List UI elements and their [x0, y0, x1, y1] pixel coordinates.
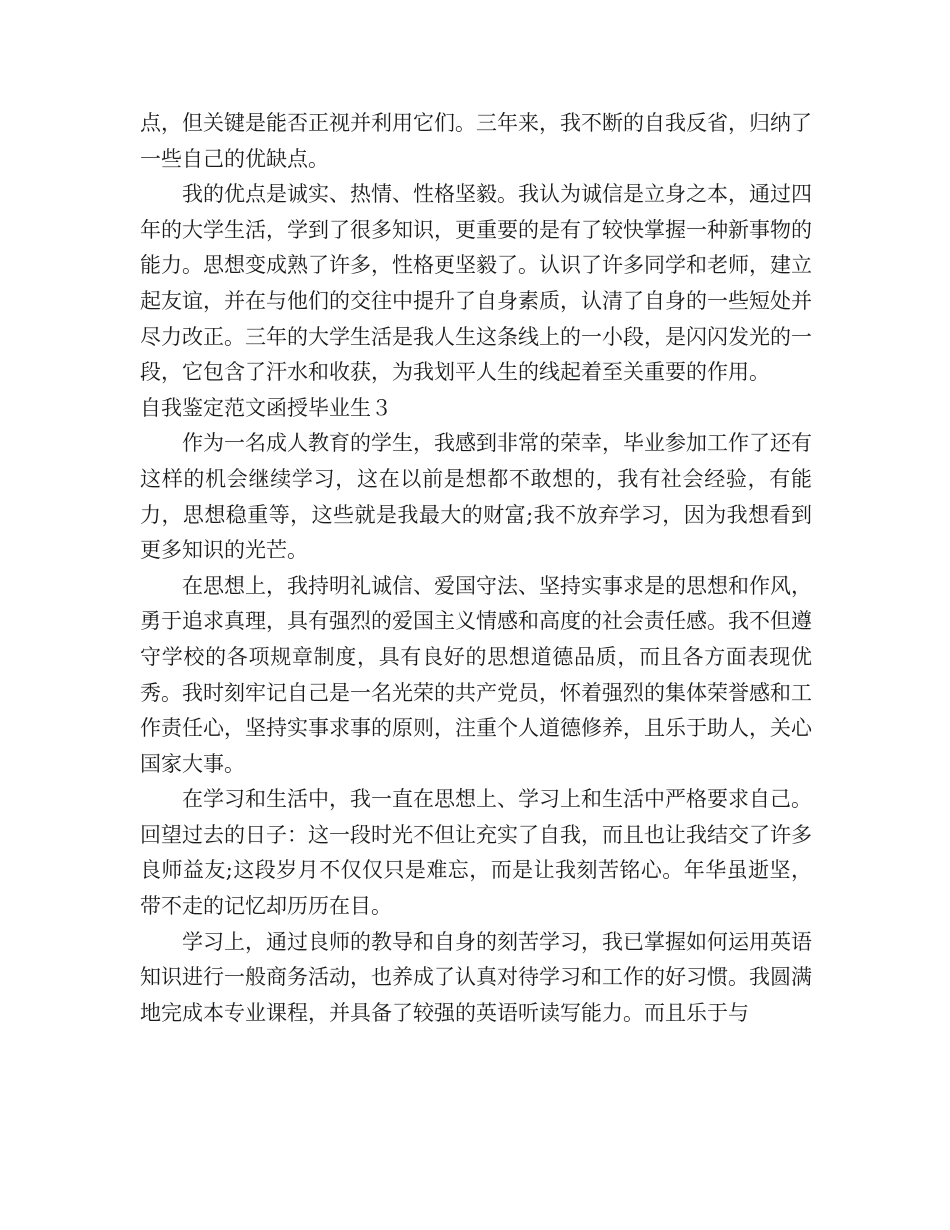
paragraph-3: 作为一名成人教育的学生，我感到非常的荣幸，毕业参加工作了还有这样的机会继续学习，这在以前是想都不敢想的，我有社会经验，有能力，思想稳重等，这些就是我最大的财富;我不放弃学习，因为我想看到更多知识的光芒。 — [140, 431, 812, 563]
paragraph-5: 在学习和生活中，我一直在思想上、学习上和生活中严格要求自己。回望过去的日子：这一段时光不但让充实了自我，而且也让我结交了许多良师益友;这段岁月不仅仅只是难忘，而是让我刻苦铭心。年华虽逝坚，带不走的记忆却历历在目。 — [140, 787, 812, 919]
paragraph-1: 点，但关键是能否正视并利用它们。三年来，我不断的自我反省，归纳了一些自己的优缺点。 — [140, 111, 812, 171]
paragraph-4: 在思想上，我持明礼诚信、爱国守法、坚持实事求是的思想和作风，勇于追求真理，具有强烈的爱国主义情感和高度的社会责任感。我不但遵守学校的各项规章制度，具有良好的思想道德品质，而且各方面表现优秀。我时刻牢记自己是一名光荣的共产党员，怀着强烈的集体荣誉感和工作责任心，坚持实事求事的原则，注重个人道德修养，且乐于助人，关心国家大事。 — [140, 573, 812, 776]
document-body — [140, 106, 812, 1031]
section-heading: 自我鉴定范文函授毕业生３ — [140, 395, 392, 420]
paragraph-6: 学习上，通过良师的教导和自身的刻苦学习，我已掌握如何运用英语知识进行一般商务活动，也养成了认真对待学习和工作的好习惯。我圆满地完成本专业课程，并具备了较强的英语听读写能力。而且乐于与 — [140, 929, 812, 1025]
paragraph-2: 我的优点是诚实、热情、性格坚毅。我认为诚信是立身之本，通过四年的大学生活，学到了很多知识，更重要的是有了较快掌握一种新事物的能力。思想变成熟了许多，性格更坚毅了。认识了许多同学和老师，建立起友谊，并在与他们的交往中提升了自身素质，认清了自身的一些短处并尽力改正。三年的大学生活是我人生这条线上的一小段，是闪闪发光的一段，它包含了汗水和收获，为我划平人生的线起着至关重要的作用。 — [140, 182, 812, 385]
